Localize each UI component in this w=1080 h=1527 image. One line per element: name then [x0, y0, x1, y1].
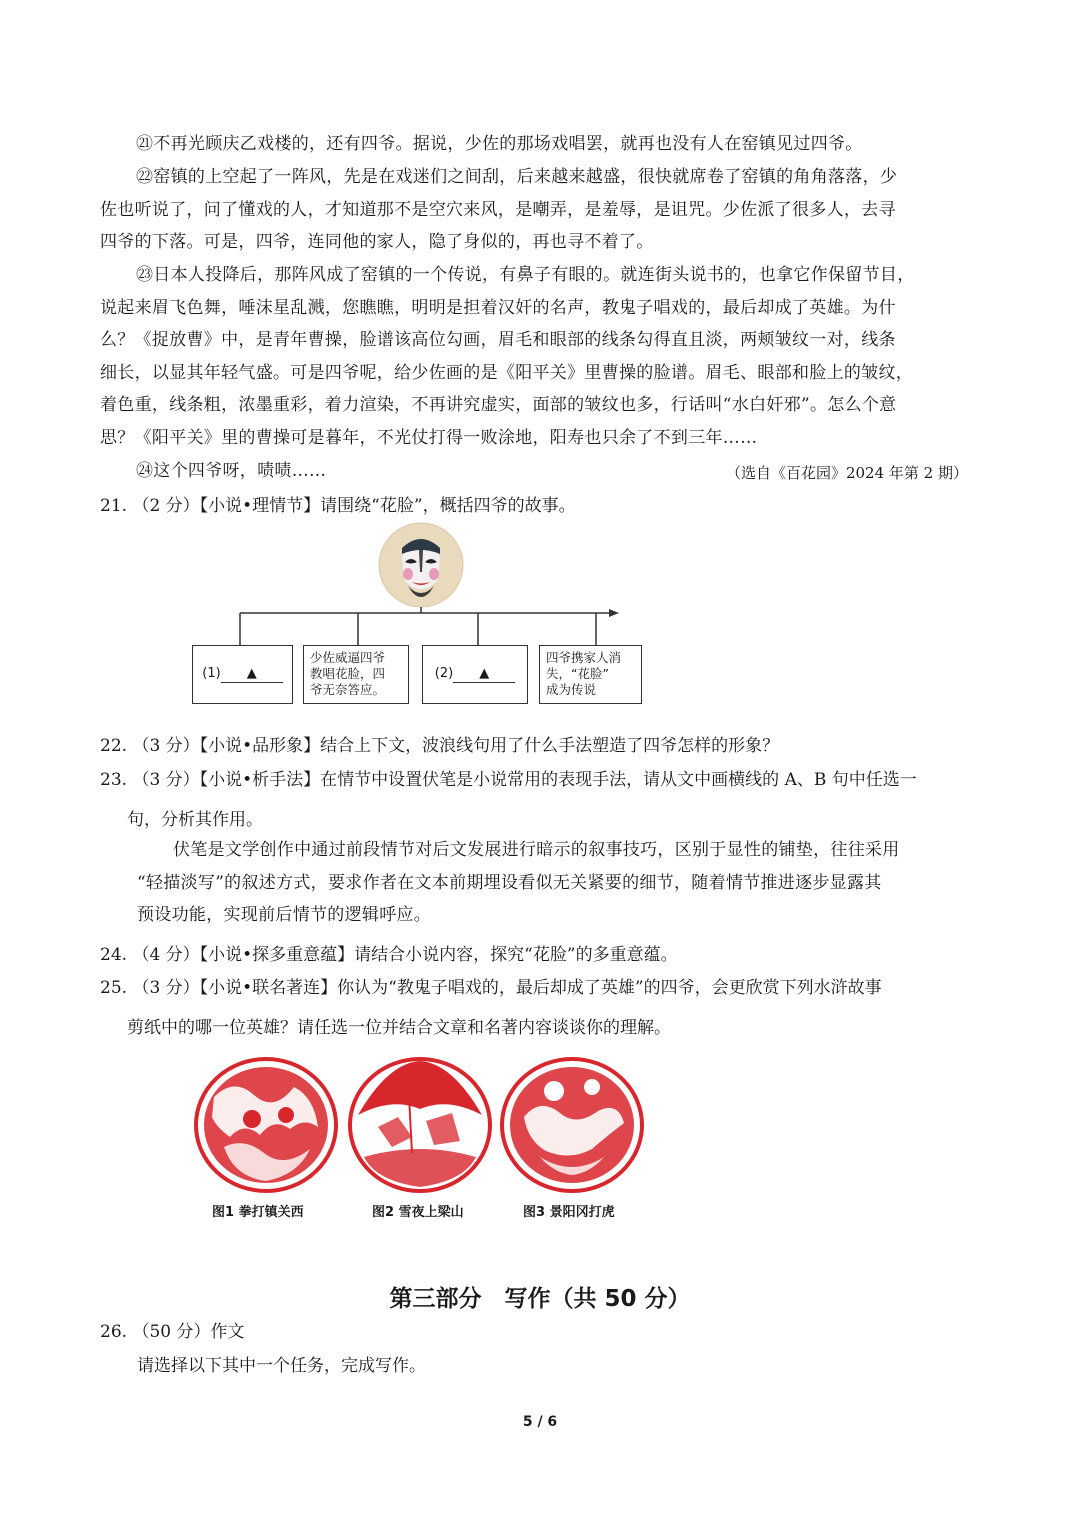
triangle-mark-icon: ▲: [246, 666, 257, 681]
blank-box-2: [422, 645, 528, 704]
figure-caption-2: 图2 雪夜上梁山: [372, 1205, 464, 1220]
blank-box-1: [192, 645, 293, 704]
plot-box-4: [539, 645, 642, 704]
box-text-line: 教唱花脸，四: [310, 666, 386, 681]
box-text-line: 少佐威逼四爷: [310, 650, 386, 665]
question-23-line-2: 句，分析其作用。: [127, 810, 263, 830]
papercut-image-3: [500, 1057, 644, 1193]
question-26: 26. （50 分）作文: [100, 1322, 245, 1342]
question-24: 24. （4 分）【小说•探多重意蕴】请结合小说内容，探究“花脸”的多重意蕴。: [100, 945, 678, 965]
text-line: ㉔这个四爷呀，啧啧……: [136, 461, 327, 481]
blank-label: (1): [202, 666, 221, 681]
box-text-line: 爷无奈答应。: [310, 682, 386, 697]
plot-connector-lines: [0, 0, 1080, 720]
question-22: 22. （3 分）【小说•品形象】结合上下文，波浪线句用了什么手法塑造了四爷怎样的形象？: [100, 736, 780, 756]
question-25-line-1: 25. （3 分）【小说•联名著连】你认为“教鬼子唱戏的，最后却成了英雄”的四爷，会更欣赏下列水浒故事: [100, 978, 882, 998]
text-line: 细长，以显其年轻气盛。可是四爷呢，给少佐画的是《阳平关》里曹操的脸谱。眉毛、眼部和脸上的皱纹，: [100, 362, 914, 383]
text-line: ㉓日本人投降后，那阵风成了窑镇的一个传说，有鼻子有眼的。就连街头说书的，也拿它作保留节目，: [136, 265, 915, 285]
figure-caption-3: 图3 景阳冈打虎: [523, 1205, 615, 1220]
text-line: 伏笔是文学创作中通过前段情节对后文发展进行暗示的叙事技巧，区别于显性的铺垫，往往采用: [173, 840, 900, 860]
box-text-line: 失，“花脸”: [546, 666, 609, 681]
triangle-mark-icon: ▲: [479, 666, 490, 681]
papercut-image-2: [348, 1057, 492, 1193]
text-line: ㉑不再光顾庆乙戏楼的，还有四爷。据说，少佐的那场戏唱罢，就再也没有人在窑镇见过四爷。: [136, 134, 863, 154]
section-title: 第三部分 写作（共 50 分）: [389, 1286, 691, 1312]
papercut-image-1: [194, 1057, 338, 1193]
answer-blank: [221, 666, 283, 683]
text-line: “轻描淡写”的叙述方式，要求作者在文本前期埋设看似无关紧要的细节，随着情节推进逐步显露其: [137, 872, 882, 893]
box-text-line: 四爷携家人消: [546, 650, 622, 665]
text-line: 说起来眉飞色舞，唾沫星乱溅，您瞧瞧，明明是担着汉奸的名声，教鬼子唱戏的，最后却成了英雄。为什: [100, 297, 896, 318]
answer-blank: [453, 666, 515, 683]
text-line: 思？《阳平关》里的曹操可是暮年，不光仗打得一败涂地，阳寿也只余了不到三年……: [100, 427, 758, 448]
text-line: 着色重，线条粗，浓墨重彩，着力渲染，不再讲究虚实，面部的皱纹也多，行话叫“水白奸邪”。怎么个意: [100, 395, 897, 416]
blank-label: (2): [434, 666, 454, 681]
source-citation: （选自《百花园》2024 年第 2 期）: [725, 464, 968, 482]
text-line: 预设功能，实现前后情节的逻辑呼应。: [137, 905, 432, 926]
question-21: 21. （2 分）【小说•理情节】请围绕“花脸”，概括四爷的故事。: [100, 496, 576, 516]
question-25-line-2: 剪纸中的哪一位英雄？请任选一位并结合文章和名著内容谈谈你的理解。: [127, 1018, 671, 1038]
page-number: 5 / 6: [522, 1414, 558, 1430]
text-line: 么？《捉放曹》中，是青年曹操，脸谱该高位勾画，眉毛和眼部的线条勾得直且淡，两颊皱纹一对，线条: [100, 330, 896, 351]
figure-caption-1: 图1 拳打镇关西: [212, 1205, 304, 1220]
plot-box-2: [303, 645, 409, 704]
text-line: ㉒窑镇的上空起了一阵风，先是在戏迷们之间刮，后来越来越盛，很快就席卷了窑镇的角角落落，少: [136, 167, 898, 187]
foreshadowing-note: [137, 834, 987, 932]
question-26-instruction: 请选择以下其中一个任务，完成写作。: [137, 1356, 426, 1376]
text-line: 佐也听说了，问了懂戏的人，才知道那不是空穴来风，是嘲弄，是羞辱，是诅咒。少佐派了很多人，去寻: [100, 199, 896, 220]
question-23-line-1: 23. （3 分）【小说•析手法】在情节中设置伏笔是小说常用的表现手法，请从文中画横线的 A、B 句中任选一: [100, 770, 917, 790]
box-text-line: 成为传说: [546, 682, 597, 697]
text-line: 四爷的下落。可是，四爷，连同他的家人，隐了身似的，再也寻不着了。: [100, 232, 654, 253]
